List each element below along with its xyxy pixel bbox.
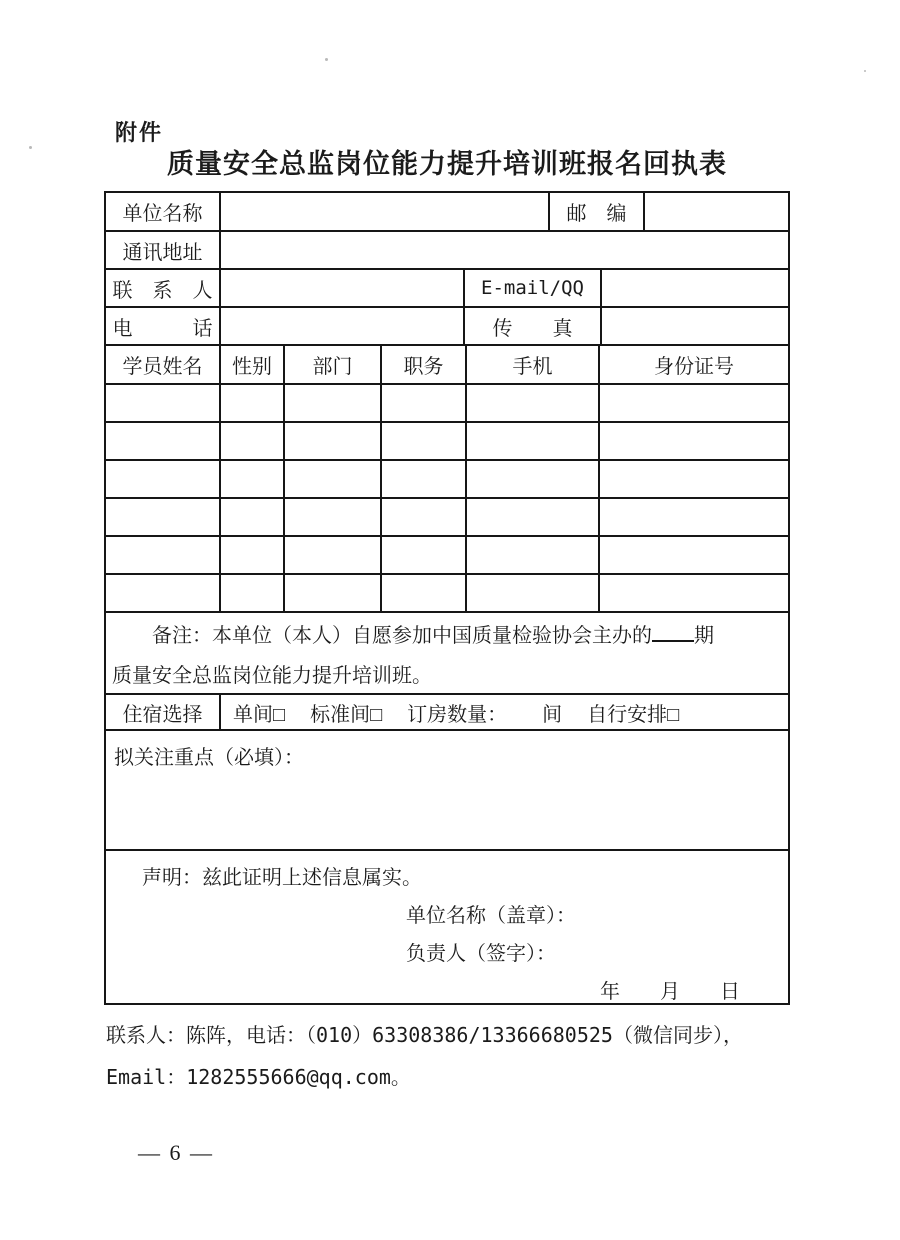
focus-label: 拟关注重点（必填）： xyxy=(114,747,304,769)
student-cell xyxy=(285,423,382,459)
phone-value-cell xyxy=(221,308,465,344)
remark-line2: 质量安全总监岗位能力提升培训班。 xyxy=(112,665,432,687)
unit-name-value-cell xyxy=(221,193,550,230)
page-title: 质量安全总监岗位能力提升培训班报名回执表 xyxy=(167,149,727,179)
student-cell xyxy=(221,423,285,459)
scan-speck xyxy=(29,146,32,149)
email-qq-value-cell xyxy=(602,270,788,306)
student-cell xyxy=(221,575,285,611)
scan-speck xyxy=(325,58,328,61)
contact-label: 联 系 人 xyxy=(106,270,221,306)
date-line: 年 月 日 xyxy=(600,981,740,1003)
postal-code-value-cell xyxy=(645,193,788,230)
gender-header: 性别 xyxy=(221,346,285,383)
row-phone xyxy=(106,308,788,346)
student-cell xyxy=(467,499,600,535)
student-cell xyxy=(382,575,467,611)
student-cell xyxy=(285,537,382,573)
department-header: 部门 xyxy=(285,346,382,383)
student-cell xyxy=(600,499,788,535)
student-cell xyxy=(382,461,467,497)
focus-row xyxy=(106,731,788,851)
student-name-header: 学员姓名 xyxy=(106,346,221,383)
student-cell xyxy=(221,461,285,497)
student-cell xyxy=(106,499,221,535)
address-value-cell xyxy=(221,232,788,268)
student-cell xyxy=(221,537,285,573)
fill-in-blank xyxy=(652,638,694,642)
student-cell xyxy=(467,461,600,497)
student-cell xyxy=(221,499,285,535)
student-header-row xyxy=(106,346,788,385)
fax-label: 传 真 xyxy=(465,308,602,344)
scan-speck xyxy=(864,70,866,72)
remark-line1 xyxy=(112,616,782,656)
declaration-statement: 声明：兹此证明上述信息属实。 xyxy=(142,867,422,889)
responsible-sign-label: 负责人（签字）： xyxy=(406,943,556,965)
student-cell xyxy=(106,537,221,573)
student-cell xyxy=(106,575,221,611)
accommodation-label: 住宿选择 xyxy=(106,695,221,729)
row-contact xyxy=(106,270,788,308)
student-empty-row xyxy=(106,537,788,575)
phone-label: 电 话 xyxy=(106,308,221,344)
student-cell xyxy=(285,499,382,535)
contact-value-cell xyxy=(221,270,465,306)
student-cell xyxy=(600,537,788,573)
student-cell xyxy=(467,537,600,573)
registration-form-table xyxy=(104,191,790,1005)
row-unit-name xyxy=(106,193,788,232)
student-cell xyxy=(221,385,285,421)
contact-line2: Email：1282555666@qq.com。 xyxy=(106,1065,411,1089)
student-cell xyxy=(106,423,221,459)
student-cell xyxy=(600,575,788,611)
student-cell xyxy=(382,499,467,535)
declaration-row xyxy=(106,851,788,1003)
student-cell xyxy=(600,461,788,497)
fax-value-cell xyxy=(602,308,788,344)
accommodation-options: 单间□ 标准间□ 订房数量： 间 自行安排□ xyxy=(233,703,680,726)
student-cell xyxy=(382,537,467,573)
row-address xyxy=(106,232,788,270)
footer-contact-info xyxy=(106,1014,812,1098)
email-qq-label: E-mail/QQ xyxy=(465,270,602,306)
student-cell xyxy=(600,385,788,421)
postal-code-label: 邮 编 xyxy=(550,193,645,230)
remark-row xyxy=(106,613,788,695)
unit-name-label: 单位名称 xyxy=(106,193,221,230)
student-cell xyxy=(285,461,382,497)
student-cell xyxy=(467,575,600,611)
id-number-header: 身份证号 xyxy=(654,356,734,378)
student-cell xyxy=(382,423,467,459)
student-cell xyxy=(285,385,382,421)
student-cell xyxy=(382,385,467,421)
student-empty-row xyxy=(106,499,788,537)
attachment-label: 附件 xyxy=(115,120,164,145)
student-cell xyxy=(600,423,788,459)
remark-text-prefix: 备注：本单位（本人）自愿参加中国质量检验协会主办的 xyxy=(152,625,652,647)
student-empty-row xyxy=(106,385,788,423)
page-number: — 6 — xyxy=(138,1140,214,1165)
address-label: 通讯地址 xyxy=(106,232,221,268)
student-cell xyxy=(467,385,600,421)
remark-text-suffix: 期 xyxy=(694,625,714,647)
contact-line1: 联系人：陈阵，电话：（010）63308386/13366680525（微信同步）， xyxy=(106,1023,743,1047)
student-cell xyxy=(106,461,221,497)
student-cell xyxy=(106,385,221,421)
student-empty-row xyxy=(106,575,788,613)
unit-seal-label: 单位名称（盖章）： xyxy=(406,905,576,927)
student-cell xyxy=(467,423,600,459)
mobile-header: 手机 xyxy=(467,346,600,383)
student-empty-row xyxy=(106,423,788,461)
accommodation-row xyxy=(106,695,788,731)
student-empty-row xyxy=(106,461,788,499)
position-header: 职务 xyxy=(382,346,467,383)
student-cell xyxy=(285,575,382,611)
